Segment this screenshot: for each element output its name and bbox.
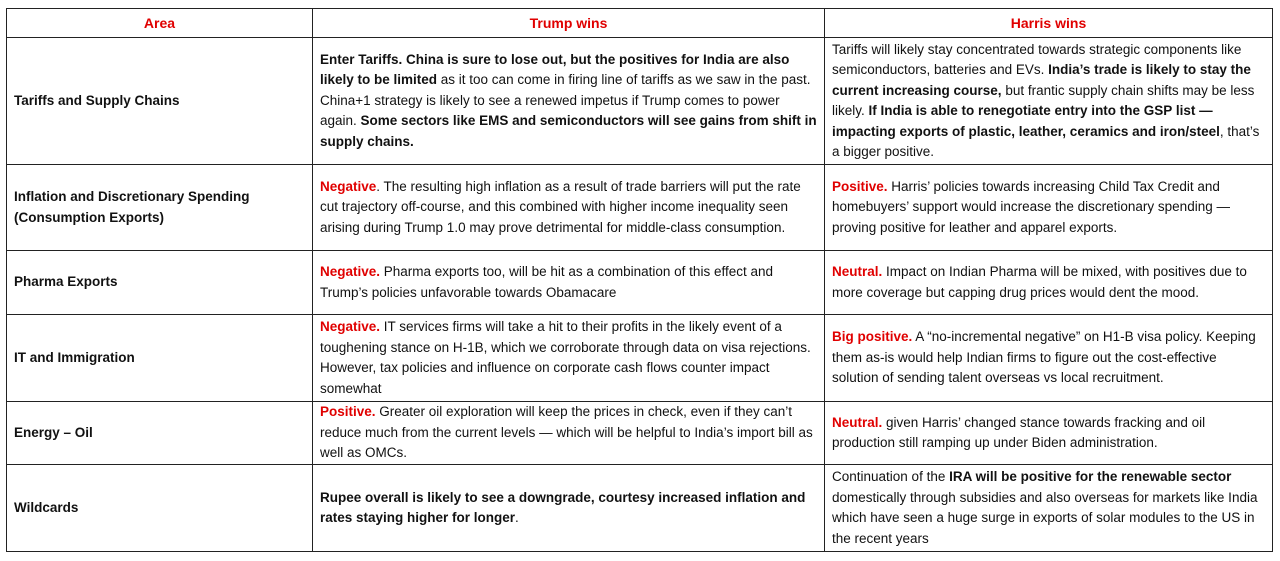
harris-cell — [825, 465, 1273, 552]
cell-text: IT services firms will take a hit to their profits in the likely event of a toughening stance on H-1B, which we corroborate through data on visa rejections. However, tax policies and influence on corporate cash flows counter impact somewhat — [320, 319, 811, 396]
bold-text: Rupee overall is likely to see a downgrade, courtesy increased inflation and rates staying higher for longer — [320, 489, 806, 525]
comparison-table — [6, 8, 1273, 552]
verdict-label: Big positive. — [832, 329, 913, 345]
verdict-label: Negative. — [320, 264, 381, 279]
cell-text: given Harris’ changed stance towards fracking and oil production still ramping up under Biden administration. — [832, 414, 1206, 450]
cell-text: domestically through subsidies and also overseas for markets like India which have seen a huge surge in exports of solar modules to the US in the recent years — [832, 489, 1258, 546]
trump-cell — [313, 402, 825, 465]
table-row — [7, 402, 1273, 465]
table-row — [7, 465, 1273, 552]
area-cell: IT and Immigration — [7, 315, 313, 402]
harris-cell — [825, 402, 1273, 465]
bold-text: Some sectors like EMS and semiconductors will see gains from shift in supply chains. — [320, 113, 817, 149]
cell-text: Greater oil exploration will keep the prices in check, even if they can’t reduce much from the current levels — which will be helpful to India’s import bill as well as OMCs. — [320, 404, 813, 461]
header-area: Area — [7, 9, 313, 38]
cell-text: . — [515, 510, 519, 525]
area-cell: Inflation and Discretionary Spending (Consumption Exports) — [7, 165, 313, 251]
cell-text: Continuation of the — [832, 469, 950, 484]
verdict-label: Neutral. — [832, 264, 883, 279]
verdict-label: Positive. — [320, 404, 376, 420]
table-row — [7, 251, 1273, 315]
cell-text: as it too can come in firing line of tariffs as we saw in the past. China+1 strategy is likely to see a renewed impetus if Trump comes to power again. — [320, 72, 811, 129]
area-cell: Energy – Oil — [7, 402, 313, 465]
cell-text: Impact on Indian Pharma will be mixed, with positives due to more coverage but capping drug prices would dent the mood. — [832, 264, 1247, 300]
area-cell: Pharma Exports — [7, 251, 313, 315]
verdict-label: Neutral. — [832, 414, 883, 430]
bold-text: Enter Tariffs. China is sure to lose out, but the positives for India are also likely to be limited — [320, 51, 790, 88]
table-row — [7, 165, 1273, 251]
trump-cell — [313, 315, 825, 402]
trump-cell — [313, 251, 825, 315]
cell-text: but frantic supply chain shifts may be less likely. — [832, 82, 1255, 118]
header-row — [7, 9, 1273, 38]
area-cell: Wildcards — [7, 465, 313, 552]
bold-text: IRA will be positive for the renewable sector — [949, 469, 1232, 484]
area-cell: Tariffs and Supply Chains — [7, 38, 313, 165]
table-row — [7, 38, 1273, 165]
cell-text: Pharma exports too, will be hit as a combination of this effect and Trump’s policies unfavorable towards Obamacare — [320, 264, 773, 300]
trump-cell — [313, 465, 825, 552]
trump-cell — [313, 165, 825, 251]
harris-cell — [825, 38, 1273, 165]
harris-cell — [825, 315, 1273, 402]
trump-cell — [313, 38, 825, 165]
header-trump-wins: Trump wins — [313, 9, 825, 38]
harris-cell — [825, 165, 1273, 251]
bold-text: If India is able to renegotiate entry into the GSP list — impacting exports of plastic, leather, ceramics and iron/steel — [832, 103, 1220, 139]
cell-text: Tariffs will likely stay concentrated towards strategic components like semiconductors, batteries and EVs. — [832, 41, 1242, 77]
verdict-label: Positive. — [832, 178, 888, 194]
cell-text: Harris’ policies towards increasing Child Tax Credit and homebuyers’ support would increase the discretionary spending — proving positive for leather and apparel exports. — [832, 178, 1230, 235]
cell-text: A “no-incremental negative” on H1-B visa policy. Keeping them as-is would help Indian firms to figure out the cost-effective solution of sending talent overseas vs local recruitment. — [832, 329, 1256, 386]
table-row — [7, 315, 1273, 402]
verdict-label: Negative. — [320, 319, 381, 334]
bold-text: India’s trade is likely to stay the current increasing course, — [832, 62, 1251, 98]
harris-cell — [825, 251, 1273, 315]
verdict-label: Negative — [320, 178, 377, 194]
cell-text: , that’s a bigger positive. — [832, 123, 1260, 159]
header-harris-wins: Harris wins — [825, 9, 1273, 38]
cell-text: . The resulting high inflation as a result of trade barriers will put the rate cut trajectory off-course, and this combined with higher income inequality seen arising during Trump 1.0 may prove detrimental for middle-class consumption. — [320, 178, 801, 235]
